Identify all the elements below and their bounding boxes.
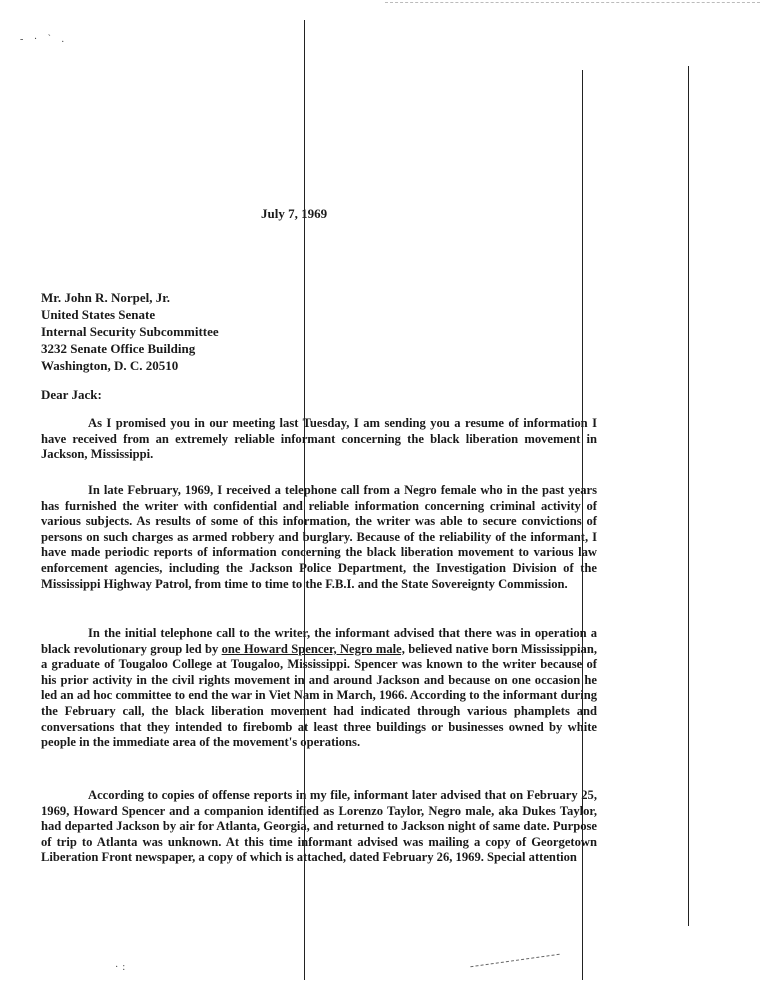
recipient-line: 3232 Senate Office Building — [41, 341, 196, 356]
salutation: Dear Jack: — [41, 387, 102, 402]
recipient-address — [41, 289, 219, 374]
scan-line-right — [688, 66, 689, 926]
paragraph-2: In late February, 1969, I received a telephone call from a Negro female who in the past years has furnished the writer with confidential and reliable information concerning criminal activity of various subjects. As results of some of this information, the writer was able to secure convictions of persons on such charges as armed robbery and burglary. Because of the reliability of the informant, I have made periodic reports of information concerning the black liberation movement to various law enforcement agencies, including the Jackson Police Department, the Investigation Division of the Mississippi Highway Patrol, from time to time to the F.B.I. and the State Sovereignty Commission. — [41, 483, 597, 591]
scan-speckle: ·: — [115, 962, 130, 973]
paragraph-1: As I promised you in our meeting last Tuesday, I am sending you a resume of information I have received from an extremely reliable informant concerning the black liberation movement in Jackson, Mississippi. — [41, 416, 597, 462]
scan-speckle: - · ` . — [20, 34, 68, 45]
pen-mark — [470, 954, 559, 968]
top-dashed-edge — [385, 2, 760, 3]
paragraph-3 — [41, 626, 597, 751]
recipient-line: United States Senate — [41, 307, 156, 322]
underlined-name: one Howard Spencer, Negro male, — [221, 641, 405, 656]
letter-date: July 7, 1969 — [261, 206, 328, 221]
paragraph-3-text: In the initial telephone call to the writer, the informant advised that there was in operation a black revolutionary group led by — [41, 626, 597, 656]
paragraph-4: According to copies of offense reports in my file, informant later advised that on February 25, 1969, Howard Spencer and a companion identified as Lorenzo Taylor, Negro male, aka Dukes Taylor, had departed Jackson by air for Atlanta, Georgia, and returned to Jackson night of same date. Purpose of trip to Atlanta was unknown. At this time informant advised was mailing a copy of Georgetown Liberation Front newspaper, a copy of which is attached, dated February 26, 1969. Special attention — [41, 788, 597, 865]
recipient-line: Internal Security Subcommittee — [41, 324, 219, 339]
recipient-line: Mr. John R. Norpel, Jr. — [41, 290, 171, 305]
recipient-line: Washington, D. C. 20510 — [41, 358, 179, 373]
paragraph-3-text-continued: believed native born Mississippian, a graduate of Tougaloo College at Tougaloo, Mississippi. Spencer was known to the writer because of his prior activity in the civil rights movement in and around Jackson and because on one occasion he led an ad hoc committee to end the war in Viet Nam in March, 1966. According to the informant during the February call, the black liberation movement had indicated through various phamplets and conversations that they intended to firebomb at least three buildings or businesses owned by white people in the immediate area of the movement's operations. — [41, 641, 597, 750]
